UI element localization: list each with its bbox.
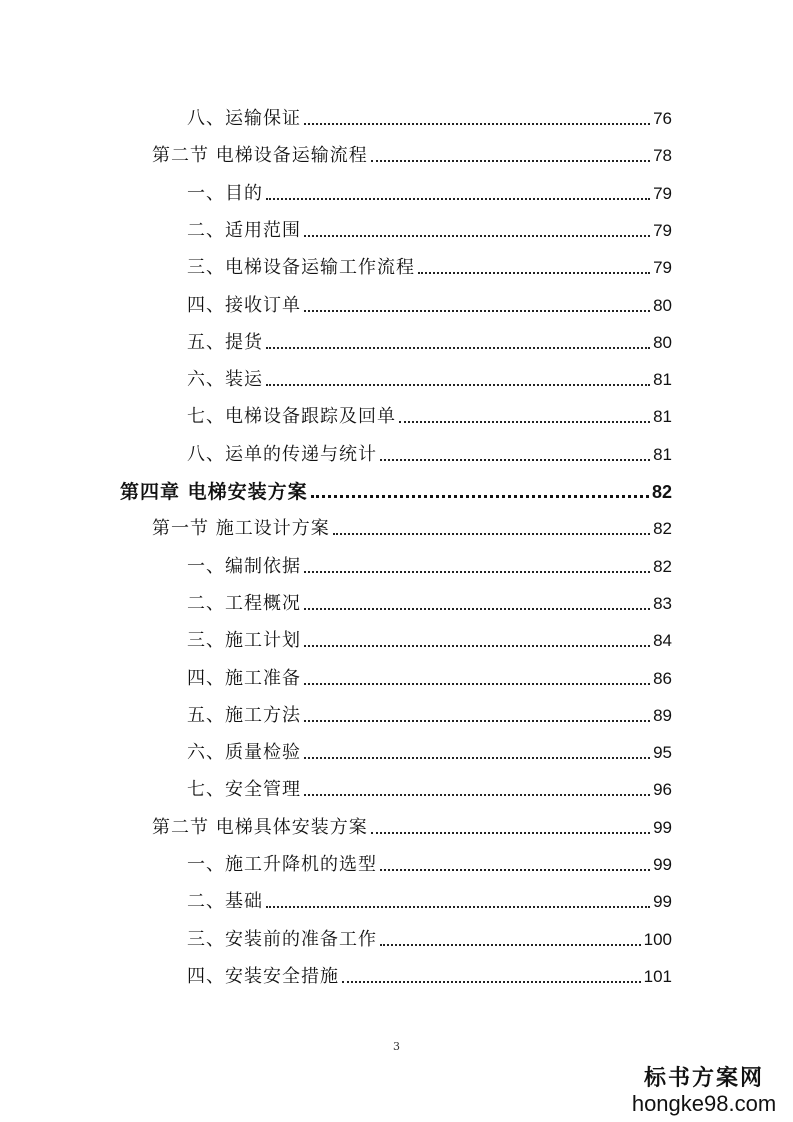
toc-dot-leader	[266, 347, 650, 349]
toc-entry-title: 八、运输保证	[187, 108, 301, 129]
toc-entry-item[interactable]	[187, 697, 672, 727]
toc-entry-item[interactable]	[187, 398, 672, 428]
toc-entry-title: 一、目的	[187, 182, 263, 204]
toc-entry-title: 三、电梯设备运输工作流程	[187, 257, 415, 279]
toc-dot-leader	[304, 720, 650, 722]
toc-entry-title: 七、安全管理	[187, 779, 301, 801]
watermark-text: 标书方案网	[643, 1065, 764, 1091]
toc-entry-item[interactable]	[187, 734, 672, 764]
toc-dot-leader	[266, 198, 650, 200]
toc-entry-page: 96	[653, 780, 672, 800]
toc-entry-item[interactable]	[187, 660, 672, 690]
toc-entry-page: 100	[643, 929, 672, 949]
toc-entry-page: 99	[653, 892, 672, 912]
toc-entry-item[interactable]	[187, 958, 672, 988]
toc-dot-leader	[304, 310, 650, 312]
toc-entry-page: 76	[653, 109, 672, 128]
toc-entry-section[interactable]	[152, 137, 672, 167]
toc-entry-item[interactable]	[187, 548, 672, 578]
watermark-url: hongke98.com	[631, 1091, 777, 1116]
toc-entry-title: 六、装运	[187, 369, 263, 391]
toc-entry-item[interactable]	[187, 324, 672, 354]
toc-entry-title: 二、工程概况	[187, 592, 301, 614]
toc-entry-title: 第一节 施工设计方案	[152, 518, 330, 540]
toc-entry-title: 一、编制依据	[187, 555, 301, 577]
toc-dot-leader	[266, 906, 650, 908]
toc-entry-page: 79	[653, 220, 672, 240]
toc-entry-page: 81	[653, 444, 672, 464]
toc-dot-leader	[304, 683, 650, 685]
toc-entry-title: 四、安装安全措施	[187, 965, 339, 987]
toc-entry-page: 82	[653, 556, 672, 576]
toc-dot-leader	[304, 794, 650, 796]
toc-entry-page: 95	[653, 743, 672, 763]
toc-dot-leader	[304, 608, 650, 610]
toc-entry-title: 五、施工方法	[187, 704, 301, 726]
toc-entry-item[interactable]	[187, 921, 672, 951]
toc-entry-page: 80	[653, 332, 672, 352]
toc-entry-item[interactable]	[187, 175, 672, 205]
toc-entry-item[interactable]	[187, 436, 672, 466]
toc-entry-item[interactable]	[187, 585, 672, 615]
toc-entry-item[interactable]	[187, 883, 672, 913]
toc-dot-leader	[266, 384, 650, 386]
toc-entry-page: 80	[653, 295, 672, 315]
toc-entry-title: 二、适用范围	[187, 219, 301, 241]
toc-entry-title: 六、质量检验	[187, 742, 301, 764]
toc-entry-section[interactable]	[152, 809, 672, 839]
toc-entry-title: 三、施工计划	[187, 630, 301, 652]
toc-entry-item[interactable]	[187, 622, 672, 652]
watermark-logo	[629, 1061, 779, 1116]
toc-entry-section[interactable]	[152, 510, 672, 540]
toc-entry-page: 81	[653, 407, 672, 427]
toc-dot-leader	[304, 235, 650, 237]
toc-entry-page: 79	[653, 183, 672, 203]
toc-dot-leader	[371, 160, 650, 162]
toc-dot-leader	[304, 645, 650, 647]
toc-entry-title: 三、安装前的准备工作	[187, 928, 377, 950]
toc-dot-leader	[304, 123, 650, 125]
toc-dot-leader	[380, 944, 641, 946]
toc-entry-title: 五、提货	[187, 331, 263, 353]
toc-entry-page: 99	[653, 855, 672, 874]
toc-entry-page: 78	[653, 146, 672, 166]
toc-entry-title: 二、基础	[187, 891, 263, 913]
toc-dot-leader	[311, 495, 649, 498]
toc-dot-leader	[418, 272, 650, 274]
toc-dot-leader	[304, 571, 650, 573]
toc-entry-item[interactable]	[187, 771, 672, 801]
toc-entry-title: 四、接收订单	[187, 294, 301, 316]
toc-entry-title: 第二节 电梯具体安装方案	[152, 816, 368, 838]
toc-dot-leader	[380, 869, 650, 871]
toc-dot-leader	[380, 459, 650, 461]
toc-entry-page: 79	[653, 258, 672, 278]
toc-entry-item[interactable]	[187, 287, 672, 317]
toc-entry-item[interactable]	[187, 361, 672, 391]
toc-dot-leader	[371, 832, 650, 834]
toc-entry-title: 一、施工升降机的选型	[187, 854, 377, 875]
toc-entry-chapter[interactable]	[120, 473, 672, 503]
toc-entry-title: 第四章 电梯安装方案	[120, 481, 308, 503]
toc-entry-title: 七、电梯设备跟踪及回单	[187, 406, 396, 428]
toc-dot-leader	[399, 421, 650, 423]
toc-dot-leader	[342, 981, 641, 983]
toc-entry-page: 101	[643, 966, 672, 986]
toc-entry-page: 82	[651, 482, 672, 502]
toc-entry-title: 四、施工准备	[187, 667, 301, 689]
toc-dot-leader	[333, 533, 650, 535]
toc-entry-page: 99	[653, 817, 672, 837]
page-number: 3	[393, 1040, 400, 1053]
toc-dot-leader	[304, 757, 650, 759]
toc-entry-item[interactable]	[187, 846, 672, 876]
toc-entry-page: 81	[653, 370, 672, 390]
toc-entry-title: 第二节 电梯设备运输流程	[152, 145, 368, 167]
toc-entry-page: 83	[653, 593, 672, 613]
toc-entry-page: 84	[653, 631, 672, 651]
toc-entry-item[interactable]	[187, 249, 672, 279]
toc-entry-page: 86	[653, 668, 672, 688]
toc-entry-item[interactable]	[187, 212, 672, 242]
toc-entry-page: 82	[653, 519, 672, 539]
toc-entry-title: 八、运单的传递与统计	[187, 443, 377, 465]
toc-entry-item[interactable]	[187, 100, 672, 130]
toc-entry-page: 89	[653, 705, 672, 725]
